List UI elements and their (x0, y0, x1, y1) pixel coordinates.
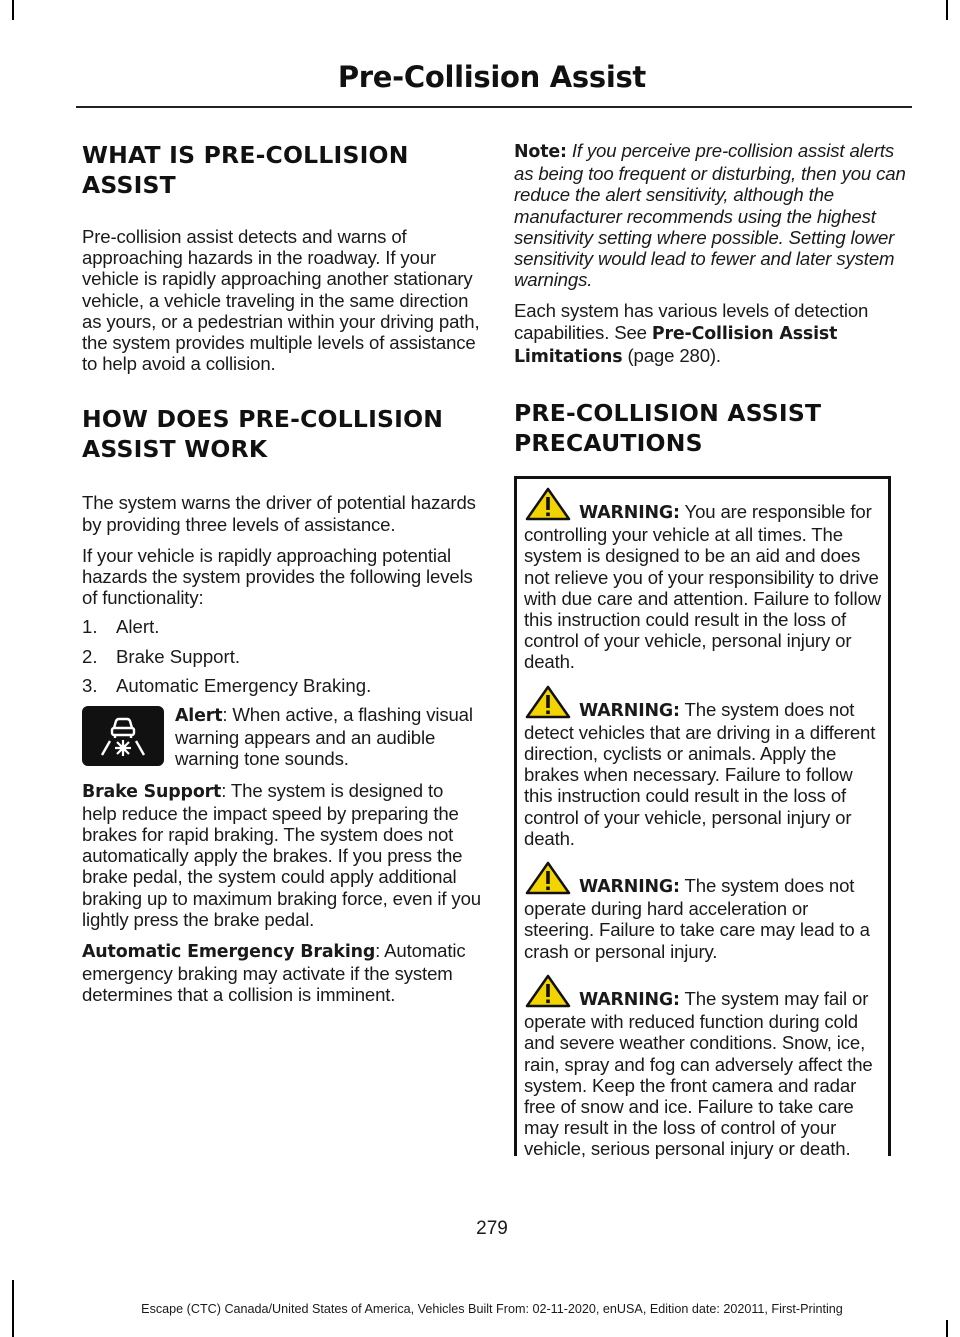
list-item: 1. Alert. (82, 616, 160, 638)
crop-mark-top-right (946, 0, 948, 20)
heading-precautions: PRE-COLLISION ASSIST PRECAUTIONS (514, 399, 822, 458)
crop-mark-top-left (12, 0, 14, 20)
cross-reference-page: (page 280). (622, 344, 721, 366)
warning-item (524, 685, 882, 849)
alert-definition: : When active, a flashing visual warning appears and an audible warning tone sounds. (175, 704, 473, 770)
warning-label: WARNING: (579, 700, 680, 721)
warning-triangle-icon (524, 861, 576, 895)
right-column (514, 140, 906, 1160)
paragraph-if-rapid: If your vehicle is rapidly approaching potential hazards the system provides the following levels of functionality: (82, 544, 473, 609)
page-header-title: Pre-Collision Assist (337, 60, 646, 94)
warning-label: WARNING: (579, 877, 680, 898)
warning-item (524, 487, 882, 673)
list-item: 2. Brake Support. (82, 645, 241, 667)
pre-collision-warning-icon (82, 706, 164, 766)
heading-what-is: WHAT IS PRE-COLLISION ASSIST (82, 141, 409, 199)
left-column (82, 140, 482, 1006)
warning-label: WARNING: (579, 503, 680, 524)
cross-reference-link[interactable]: Pre-Collision Assist Limitations (514, 323, 838, 367)
paragraph-warns: The system warns the driver of potential hazards by providing three levels of assistance. (82, 492, 476, 535)
warning-text: The system may fail or operate with reduced function during cold and severe weather conditions. Snow, ice, rain, spray and fog can adversely affect the system. Keep the front camera and radar free of snow and ice. Failure to take care may result in the loss of control of your vehicle, serious personal injury or death. (524, 987, 873, 1160)
brake-support-term: Brake Support (82, 781, 222, 802)
aeb-term: Automatic Emergency Braking (82, 942, 376, 963)
warning-text: The system does not operate during hard acceleration or steering. Failure to take care may lead to a crash or personal injury. (524, 875, 870, 962)
brake-support-definition: : The system is designed to help reduce the impact speed by preparing the brakes for rapid braking. The system does not automatically apply the brakes. If you press the brake pedal, the system could apply additional braking up to maximum braking force, even if you lightly press the brake pedal. (82, 779, 481, 930)
note-text: If you perceive pre-collision assist alerts as being too frequent or disturbing, then you can reduce the alert sensitivity, although the manufacturer recommends using the highest sensitivity setting where possible. Setting lower sensitivity would lead to fewer and later system warnings. (514, 140, 906, 291)
paragraph-what-is: Pre-collision assist detects and warns of approaching hazards in the roadway. If your vehicle is rapidly approaching another stationary vehicle, a vehicle traveling in the same direction as yours, or a pedestrian within your driving path, the system provides multiple levels of assistance to help avoid a collision. (82, 226, 480, 375)
aeb-definition: : Automatic emergency braking may activate if the system determines that a collision is imminent. (82, 940, 466, 1006)
crop-mark-bottom-right (946, 1320, 948, 1337)
warning-triangle-icon (524, 487, 576, 521)
header-divider (76, 106, 912, 108)
page-number: 279 (476, 1218, 508, 1239)
alert-term: Alert (175, 706, 223, 727)
warning-item (524, 861, 882, 962)
paragraph-each-system: Each system has various levels of detection capabilities. See Pre-Collision Assist Limitations (page 280). (514, 300, 869, 367)
heading-how-does: HOW DOES PRE-COLLISION ASSIST WORK (82, 405, 444, 464)
warning-text: You are responsible for controlling your vehicle at all times. The system is designed to be an aid and does not relieve you of your responsibility to drive with due care and attention. Failure to follow this instruction could result in the loss of control of your vehicle, personal injury or death. (524, 501, 881, 673)
warning-triangle-icon (524, 974, 576, 1008)
warning-text: The system does not detect vehicles that are driving in a different direction, cyclists or animals. Apply the brakes when necessary. Failure to follow this instruction could result in the loss of control of your vehicle, personal injury or death. (524, 698, 876, 849)
note-label: Note: (514, 142, 567, 162)
warning-item (524, 974, 882, 1160)
page-footer: Escape (CTC) Canada/United States of America, Vehicles Built From: 02-11-2020, enUSA, Edition date: 202011, First-Printing (141, 1302, 843, 1316)
levels-list (82, 616, 482, 696)
warning-label: WARNING: (579, 989, 680, 1010)
warning-triangle-icon (524, 685, 576, 719)
list-item: 3. Automatic Emergency Braking. (82, 674, 372, 696)
alert-description (82, 704, 482, 770)
warnings-box (514, 476, 891, 1160)
note-paragraph (514, 140, 906, 290)
